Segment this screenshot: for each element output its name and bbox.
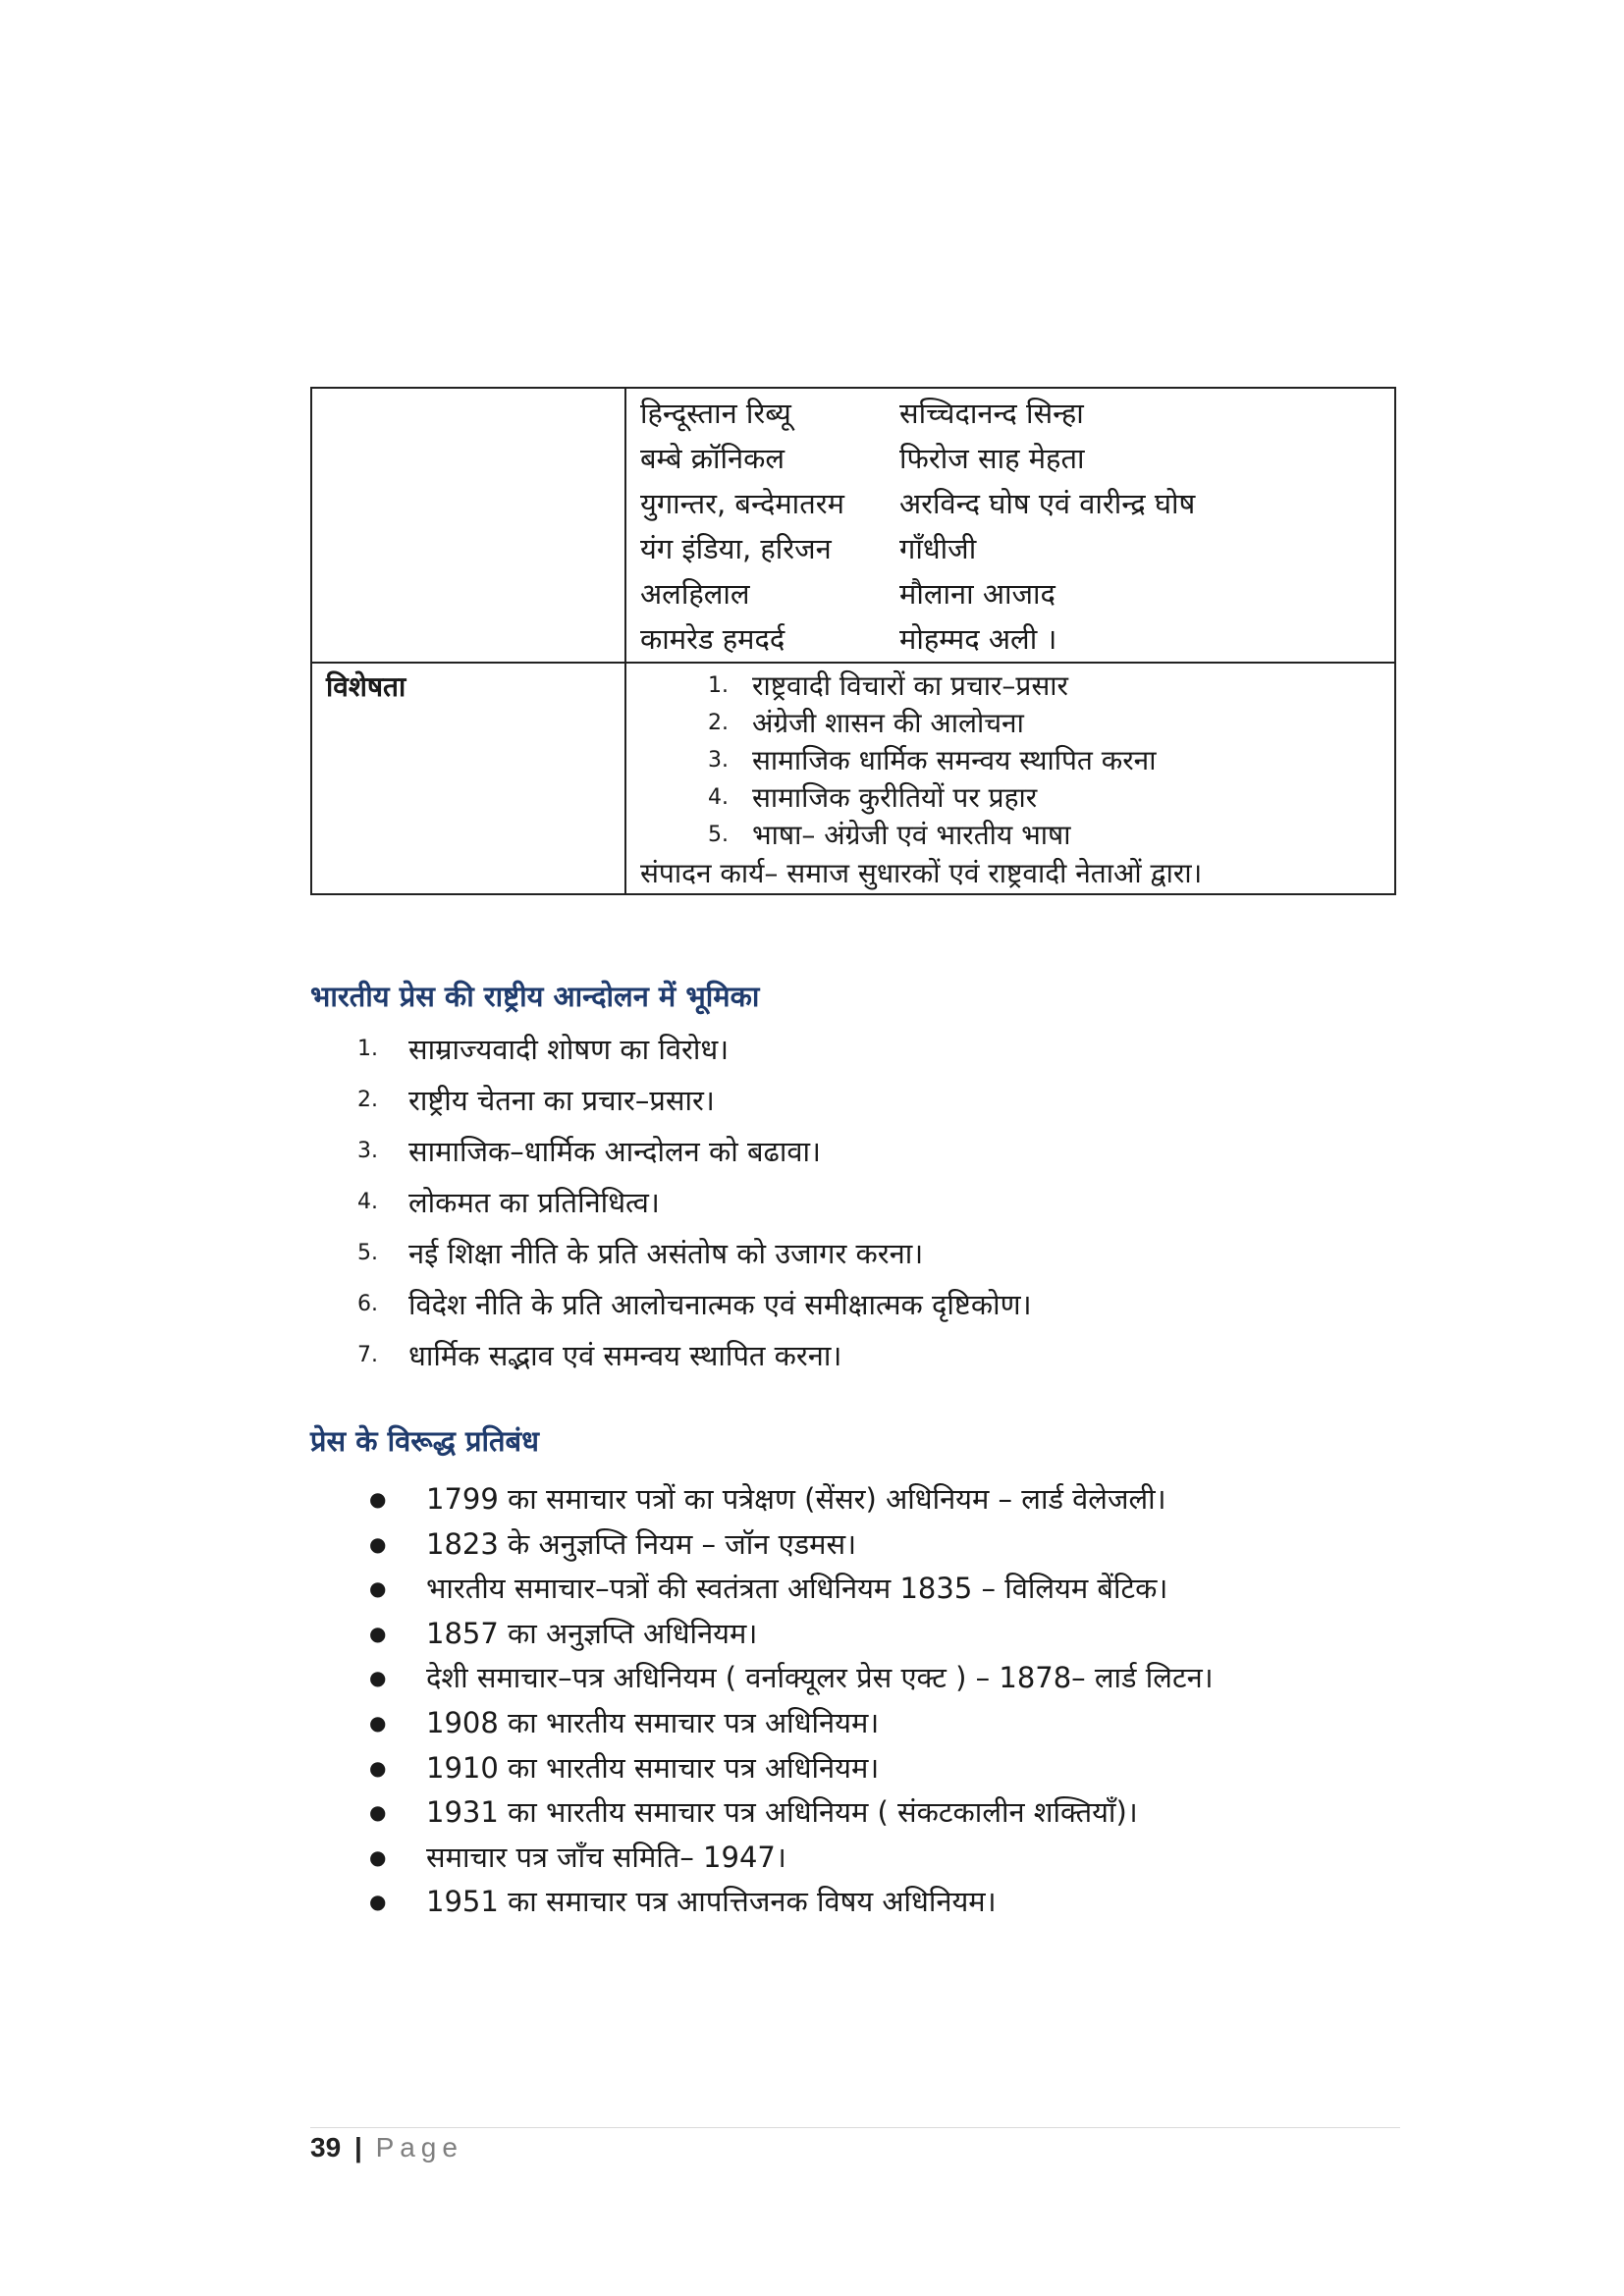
list-item — [357, 1177, 1032, 1228]
item-number: 3. — [357, 1139, 378, 1163]
item-number: 2. — [357, 1088, 378, 1112]
pair-row — [626, 391, 1394, 436]
page-label: Page — [375, 2132, 463, 2163]
item-text: भारतीय समाचार–पत्रों की स्वतंत्रता अधिनियम 1835 – विलियम बेंटिक। — [426, 1572, 1168, 1606]
list-item — [357, 1126, 1032, 1177]
list-item — [369, 1701, 1214, 1746]
table-cell-empty — [311, 388, 625, 663]
item-text: 1931 का भारतीय समाचार पत्र अधिनियम ( संकटकालीन शक्तियाँ)। — [426, 1795, 1138, 1830]
item-text: 1908 का भारतीय समाचार पत्र अधिनियम। — [426, 1705, 880, 1739]
item-text: नई शिक्षा नीति के प्रति असंतोष को उजागर करना। — [408, 1237, 924, 1270]
footer-separator: | — [353, 2132, 362, 2163]
list-item — [626, 817, 1394, 854]
pair-row — [626, 616, 1394, 662]
item-text: समाचार पत्र जाँच समिति– 1947। — [426, 1840, 786, 1874]
editor-name: सच्चिदानन्द सिन्हा — [899, 397, 1084, 430]
pair-row — [626, 526, 1394, 571]
item-number: 4. — [357, 1190, 378, 1214]
table-row — [311, 388, 1395, 663]
list-item — [357, 1024, 1032, 1075]
restrictions-list — [369, 1477, 1214, 1925]
item-text: 1910 का भारतीय समाचार पत्र अधिनियम। — [426, 1750, 880, 1785]
list-item — [369, 1746, 1214, 1791]
item-text: 1823 के अनुज्ञप्ति नियम – जॉन एडमस। — [426, 1526, 857, 1561]
item-text: अंग्रेजी शासन की आलोचना — [752, 707, 1024, 739]
bullet-icon: ● — [369, 1576, 387, 1601]
pair-row — [626, 481, 1394, 526]
table-cell-label — [311, 663, 625, 894]
feature-note: संपादन कार्य– समाज सुधारकों एवं राष्ट्रवादी नेताओं द्वारा। — [640, 857, 1203, 889]
editor-name: अरविन्द घोष एवं वारीन्द्र घोष — [899, 487, 1196, 520]
feature-list — [626, 664, 1394, 854]
bullet-icon: ● — [369, 1666, 387, 1690]
table-cell-features — [625, 663, 1395, 894]
newspaper-name: बम्बे क्रॉनिकल — [640, 442, 785, 475]
newspaper-editor-list — [626, 389, 1394, 662]
list-item — [357, 1330, 1032, 1381]
item-text: धार्मिक सद्भाव एवं समन्वय स्थापित करना। — [408, 1339, 842, 1372]
list-item — [369, 1567, 1214, 1612]
newspapers-table — [310, 387, 1396, 895]
table-cell-pairs — [625, 388, 1395, 663]
feature-label: विशेषता — [326, 670, 406, 703]
bullet-icon: ● — [369, 1800, 387, 1825]
item-text: सामाजिक धार्मिक समन्वय स्थापित करना — [752, 744, 1157, 776]
bullet-icon: ● — [369, 1487, 387, 1511]
section-heading-role: भारतीय प्रेस की राष्ट्रीय आन्दोलन में भूमिका — [310, 980, 760, 1013]
list-item — [369, 1790, 1214, 1836]
item-number: 2. — [708, 711, 729, 735]
newspaper-name: यंग इंडिया, हरिजन — [640, 532, 832, 565]
bullet-icon: ● — [369, 1755, 387, 1780]
pair-row — [626, 571, 1394, 616]
item-text: राष्ट्रवादी विचारों का प्रचार–प्रसार — [752, 669, 1068, 702]
item-number: 4. — [708, 785, 729, 810]
page-footer — [310, 2132, 463, 2163]
item-number: 3. — [708, 748, 729, 773]
item-text: 1951 का समाचार पत्र आपत्तिजनक विषय अधिनियम। — [426, 1885, 997, 1919]
bullet-icon: ● — [369, 1844, 387, 1869]
bullet-icon: ● — [369, 1890, 387, 1914]
list-item — [626, 779, 1394, 817]
item-text: विदेश नीति के प्रति आलोचनात्मक एवं समीक्षात्मक दृष्टिकोण। — [408, 1288, 1032, 1321]
list-item — [369, 1836, 1214, 1881]
list-item — [357, 1279, 1032, 1330]
item-text: सामाजिक कुरीतियों पर प्रहार — [752, 781, 1038, 814]
newspaper-name: हिन्दूस्तान रिब्यू — [640, 397, 791, 430]
item-number: 7. — [357, 1343, 378, 1367]
list-item — [357, 1075, 1032, 1126]
list-item — [626, 742, 1394, 779]
editor-name: फिरोज साह मेहता — [899, 442, 1085, 475]
item-text: राष्ट्रीय चेतना का प्रचार–प्रसार। — [408, 1084, 715, 1117]
bullet-icon: ● — [369, 1710, 387, 1735]
item-number: 1. — [708, 673, 729, 698]
editor-name: गाँधीजी — [899, 532, 977, 565]
item-number: 5. — [357, 1241, 378, 1265]
editor-name: मौलाना आजाद — [899, 577, 1056, 611]
list-item — [626, 667, 1394, 705]
list-item — [357, 1228, 1032, 1279]
newspaper-name: कामरेड हमदर्द — [640, 622, 785, 656]
item-text: लोकमत का प्रतिनिधित्व। — [408, 1186, 660, 1219]
list-item — [369, 1477, 1214, 1522]
item-text: सामाजिक–धार्मिक आन्दोलन को बढावा। — [408, 1135, 821, 1168]
item-text: 1799 का समाचार पत्रों का पत्रेक्षण (सेंसर) अधिनियम – लार्ड वेलेजली। — [426, 1482, 1166, 1516]
newspaper-name: अलहिलाल — [640, 577, 750, 611]
list-item — [369, 1880, 1214, 1925]
list-item — [369, 1522, 1214, 1568]
footer-divider — [310, 2127, 1400, 2128]
table-row — [311, 663, 1395, 894]
item-number: 5. — [708, 823, 729, 847]
list-item — [369, 1656, 1214, 1701]
bullet-icon: ● — [369, 1531, 387, 1556]
page-number: 39 — [310, 2132, 342, 2163]
item-text: देशी समाचार–पत्र अधिनियम ( वर्नाक्यूलर प्रेस एक्ट ) – 1878– लार्ड लिटन। — [426, 1661, 1214, 1695]
item-text: साम्राज्यवादी शोषण का विरोध। — [408, 1033, 730, 1066]
pair-row — [626, 436, 1394, 481]
bullet-icon: ● — [369, 1621, 387, 1645]
item-text: भाषा– अंग्रेजी एवं भारतीय भाषा — [752, 819, 1071, 851]
item-number: 6. — [357, 1292, 378, 1316]
item-text: 1857 का अनुज्ञप्ति अधिनियम। — [426, 1616, 758, 1650]
role-list — [357, 1024, 1032, 1381]
list-item — [369, 1612, 1214, 1657]
editor-name: मोहम्मद अली । — [899, 622, 1057, 656]
newspaper-name: युगान्तर, बन्देमातरम — [640, 487, 844, 520]
list-item — [626, 705, 1394, 742]
section-heading-restrictions: प्रेस के विरूद्ध प्रतिबंध — [310, 1424, 539, 1458]
item-number: 1. — [357, 1037, 378, 1061]
